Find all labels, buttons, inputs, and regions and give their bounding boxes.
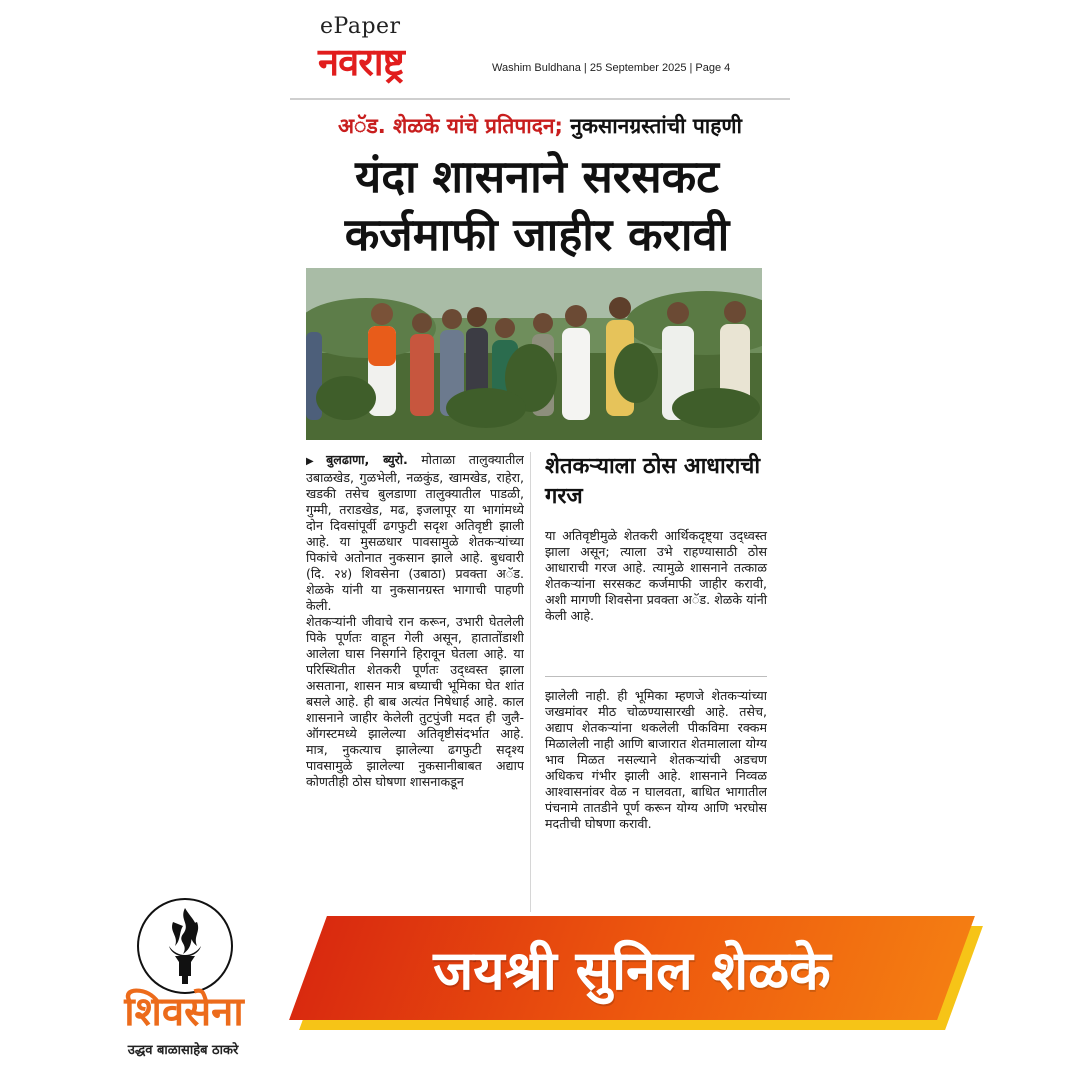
article-headline: [292, 148, 782, 264]
headline-line-1: यंदा शासनाने सरसकट: [355, 150, 719, 203]
torch-logo: [137, 898, 233, 994]
right-paragraph-1: या अतिवृष्टीमुळे शेतकरी आर्थिकदृष्ट्या उद्ध्वस्त झाला असून; त्याला उभे राहण्यासाठी ठोस आधाराची गरज आहे. त्यामुळे शासनाने तत्काळ शेतकऱ्यांना सरसकट कर्जमाफी जाहीर करावी, अशी मागणी शिवसेना प्रवक्ता अॅड. शेळके यांनी केली आहे.: [545, 528, 767, 623]
article-kicker: [300, 112, 780, 140]
article-left-column: [306, 452, 524, 912]
left-paragraph-2: शेतकऱ्यांनी जीवाचे रान करून, उभारी घेतलेली पिके पूर्णतः वाहून गेली असून, हातातोंडाशी आलेला घास निसर्गाने हिरावून घेतला आहे. या परिस्थितीत शेतकरी पूर्णतः उद्ध्वस्त झाला असताना, शासन मात्र बघ्याची भूमिका घेत शांत बसले आहे. ही बाब अत्यंत निषेधार्ह आहे. काल शासनाने जाहीर केलेली तुटपुंजी मदत ही जुलै-ऑगस्टमध्ये झालेल्या अतिवृष्टीसंदर्भात आहे. मात्र, नुकत्याच झालेल्या ढगफुटी सदृश्य पावसामुळे झालेल्या नुकसानीबाबत अद्याप कोणतीही ठोस घोषणा शासनाकडून: [306, 614, 524, 789]
article-dateline: [306, 452, 408, 467]
epaper-label: ePaper: [320, 14, 401, 39]
kicker-red-text: अॅड. शेळके यांचे प्रतिपादन;: [338, 114, 563, 138]
field-inspection-photo: [306, 268, 762, 440]
dateline-text: बुलढाणा, ब्युरो.: [326, 452, 408, 467]
edition-info: Washim Buldhana | 25 September 2025 | Page 4: [492, 62, 731, 74]
newspaper-logo: नवराष्ट्र: [318, 40, 404, 84]
masthead-divider: [290, 98, 790, 100]
article-subhead: शेतकऱ्याला ठोस आधाराची गरज: [545, 454, 761, 509]
banner-name: जयश्री सुनिल शेळके: [433, 939, 831, 1002]
dateline-arrow-icon: ▶: [306, 456, 324, 467]
party-name: शिवसेना: [124, 989, 244, 1035]
flaming-torch-icon: [139, 900, 231, 992]
headline-line-2: कर्जमाफी जाहीर करावी: [344, 208, 730, 261]
right-column-rule: [545, 676, 767, 677]
left-paragraph-1: मोताळा तालुक्यातील उबाळखेड, गुळभेली, नळकुंड, खामखेड, राहेरा, खडकी तसेच बुलडाणा तालुक्यातील पाडळी, गुम्मी, तराडखेड, मढ, इजलापूर या भागांमध्ये दोन दिवसांपूर्वी ढगफुटी सदृश अतिवृष्टी झाली आहे. या मुसळधार पावसामुळे शेतकऱ्यांच्या पिकांचे अतोनात नुकसान झाले आहे. बुधवारी (दि. २४) शिवसेना (उबाठा) प्रवक्ता अॅड. शेळके यांनी या नुकसानग्रस्त भागाची पाहणी केली.: [306, 452, 524, 613]
article-photo: [306, 268, 762, 440]
kicker-black-text: नुकसानग्रस्तांची पाहणी: [570, 114, 742, 138]
column-divider: [530, 452, 531, 912]
right-paragraph-2: झालेली नाही. ही भूमिका म्हणजे शेतकऱ्यांच्या जखमांवर मीठ चोळण्यासारखी आहे. तसेच, अद्याप शेतकऱ्यांना थकलेली पीकविमा रक्कम मिळालेली नाही आणि बाजारात शेतमालाला योग्य भाव मिळत नसल्याने शेतकऱ्यांची अडचण अधिकच गंभीर झाली आहे. शासनाने निव्वळ आश्वासनांवर वेळ न घालवता, बाधित भागातील पंचनामे तातडीने पूर्ण करून योग्य आणि भरघोस मदतीची घोषणा करावी.: [545, 688, 767, 831]
party-subtitle: उद्धव बाळासाहेब ठाकरे: [127, 1043, 239, 1058]
